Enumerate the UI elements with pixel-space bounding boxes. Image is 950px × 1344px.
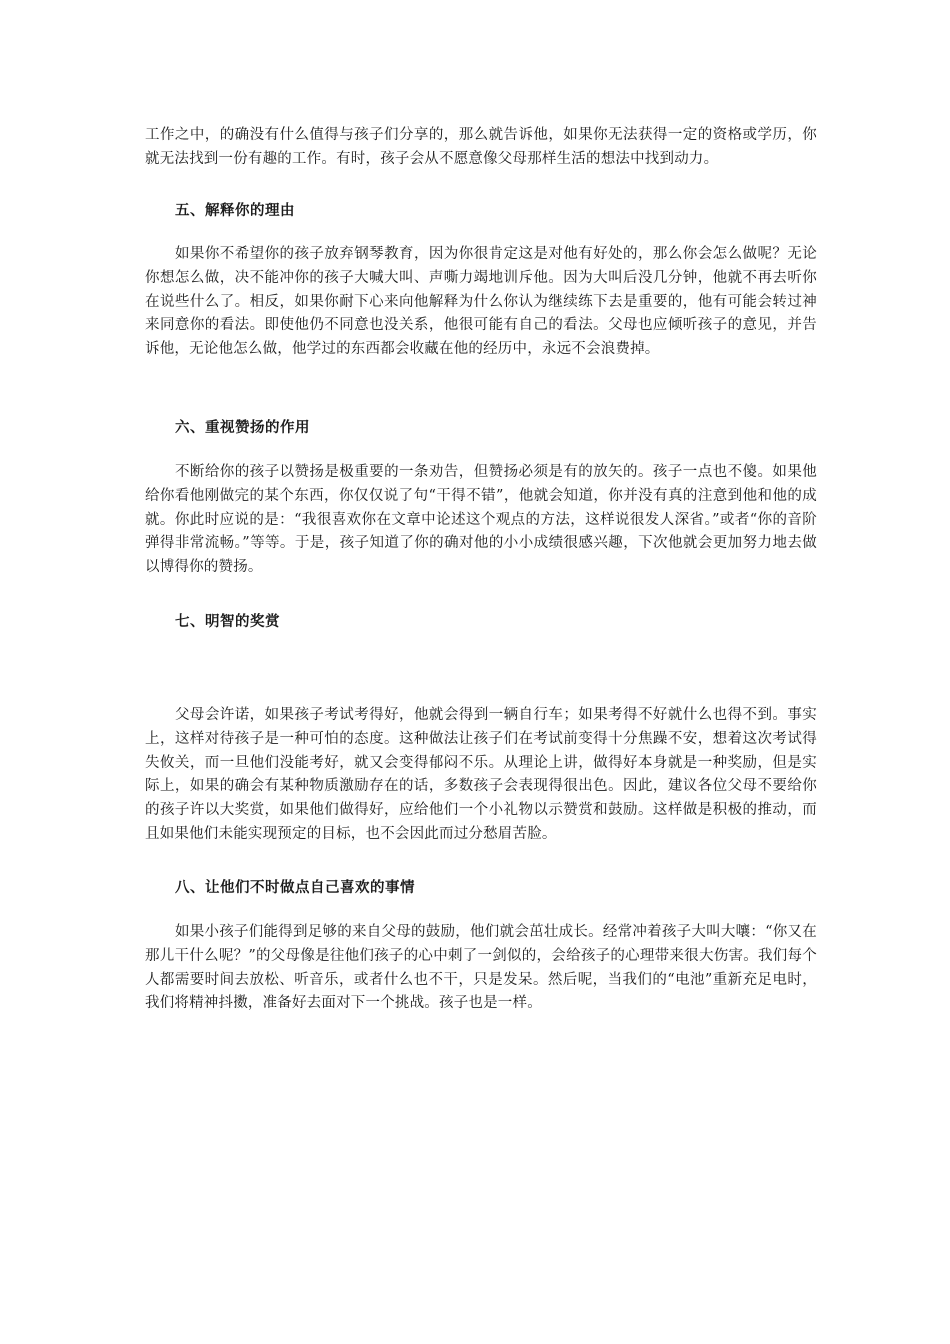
paragraph-section-7: 父母会许诺，如果孩子考试考得好，他就会得到一辆自行车；如果考得不好就什么也得不到。事实上，这样对待孩子是一种可怕的态度。这种做法让孩子们在考试前变得十分焦躁不安，想着这次考试得失攸关，而一旦他们没能考好，就又会变得郁闷不乐。从理论上讲，做得好本身就是一种奖励，但是实际上，如果的确会有某种物质激励存在的话，多数孩子会表现得很出色。因此，建议各位父母不要给你的孩子许以大奖赏，如果他们做得好，应给他们一个小礼物以示赞赏和鼓励。这样做是积极的推动，而且如果他们未能实现预定的目标，也不会因此而过分愁眉苦脸。	[145, 707, 817, 842]
paragraph-section-6: 不断给你的孩子以赞扬是极重要的一条劝告，但赞扬必须是有的放矢的。孩子一点也不傻。如果他给你看他刚做完的某个东西，你仅仅说了句“干得不错”，他就会知道，你并没有真的注意到他和他的成就。你此时应说的是：“我很喜欢你在文章中论述这个观点的方法，这样说很发人深省。”或者“你的音阶弹得非常流畅。”等等。于是，孩子知道了你的确对他的小小成绩很感兴趣，下次他就会更加努力地去做以博得你的赞扬。	[145, 464, 817, 576]
paragraph-intro-continuation: 工作之中，的确没有什么值得与孩子们分享的，那么就告诉他，如果你无法获得一定的资格或学历，你就无法找到一份有趣的工作。有时，孩子会从不愿意像父母那样生活的想法中找到动力。	[145, 127, 817, 167]
section-heading-8: 八、让他们不时做点自己喜欢的事情	[175, 879, 415, 896]
paragraph-section-8: 如果小孩子们能得到足够的来自父母的鼓励，他们就会茁壮成长。经常冲着孩子大叫大嚷：“你又在那儿干什么呢？”的父母像是往他们孩子的心中刺了一剑似的，会给孩子的心理带来很大伤害。我们每个人都需要时间去放松、听音乐，或者什么也不干，只是发呆。然后呢，当我们的“电池”重新充足电时，我们将精神抖擞，准备好去面对下一个挑战。孩子也是一样。	[145, 924, 817, 1012]
section-heading-5: 五、解释你的理由	[175, 202, 295, 219]
paragraph-section-5: 如果你不希望你的孩子放弃钢琴教育，因为你很肯定这是对他有好处的，那么你会怎么做呢？无论你想怎么做，决不能冲你的孩子大喊大叫、声嘶力竭地训斥他。因为大叫后没几分钟，他就不再去听你在说些什么了。相反，如果你耐下心来向他解释为什么你认为继续练下去是重要的，他有可能会转过神来同意你的看法。即使他仍不同意也没关系，他很可能有自己的看法。父母也应倾听孩子的意见，并告诉他，无论他怎么做，他学过的东西都会收藏在他的经历中，永远不会浪费掉。	[145, 246, 817, 358]
section-heading-6: 六、重视赞扬的作用	[175, 419, 310, 436]
section-heading-7: 七、明智的奖赏	[175, 613, 280, 630]
